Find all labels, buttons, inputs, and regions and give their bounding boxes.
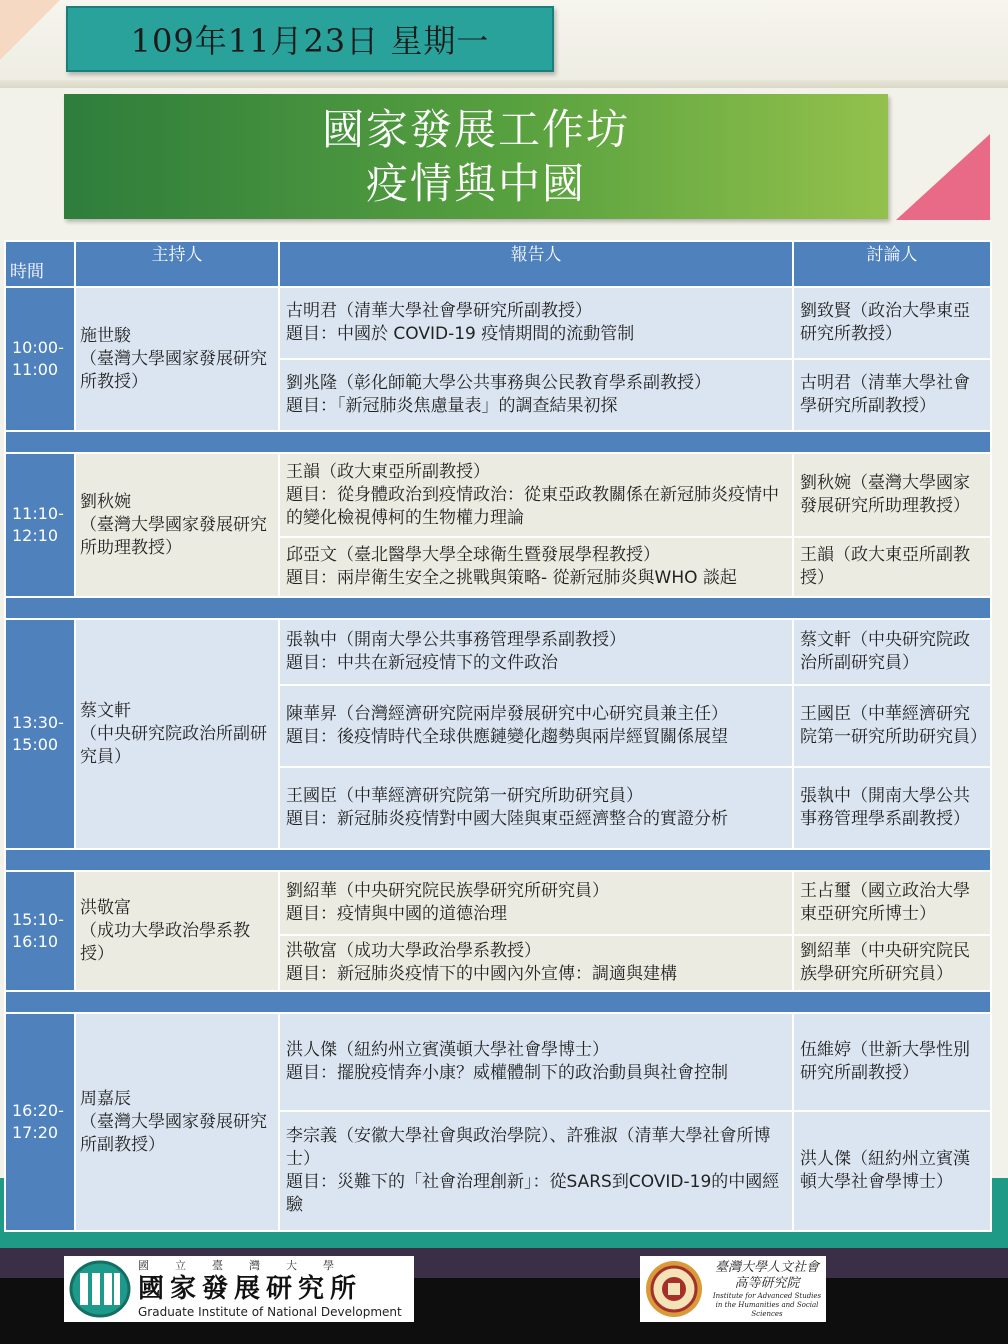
ias-logo-cn-line2: 高等研究院: [734, 1275, 800, 1291]
talk-reporter: 洪人傑（紐約州立賓漢頓大學社會學博士） 題目：擺脫疫情奔小康？威權體制下的政治動員與社會控制: [279, 1013, 793, 1111]
talk-discussant: 劉致賢（政治大學東亞研究所教授）: [793, 287, 991, 359]
session-host: 蔡文軒 （中央研究院政治所副研究員）: [75, 619, 279, 849]
ias-logo: [640, 1256, 826, 1322]
session-time: 10:00- 11:00: [5, 287, 75, 431]
event-date: 109年11月23日 星期一: [130, 22, 490, 60]
talk-reporter: 王國臣（中華經濟研究院第一研究所助研究員） 題目：新冠肺炎疫情對中國大陸與東亞經濟整合的實證分析: [279, 767, 793, 849]
ngi-logo-top-text: 國立臺灣大學: [138, 1259, 360, 1272]
talk-reporter: 張執中（開南大學公共事務管理學系副教授） 題目：中共在新冠疫情下的文件政治: [279, 619, 793, 685]
session-time: 13:30- 15:00: [5, 619, 75, 849]
session-separator: [5, 431, 991, 453]
talk-reporter: 古明君（清華大學社會學研究所副教授） 題目：中國於 COVID-19 疫情期間的流動管制: [279, 287, 793, 359]
header-discussant: 討論人: [793, 241, 991, 287]
talk-reporter: 劉兆隆（彰化師範大學公共事務與公民教育學系副教授） 題目：「新冠肺炎焦慮量表」的調查結果初探: [279, 359, 793, 431]
talk-discussant: 王韻（政大東亞所副教授）: [793, 537, 991, 597]
session-time: 15:10- 16:10: [5, 871, 75, 991]
session-host: 洪敬富 （成功大學政治學系教授）: [75, 871, 279, 991]
ias-logo-en-line2: in the Humanities and Social Sciences: [715, 1300, 819, 1318]
talk-reporter: 陳華昇（台灣經濟研究院兩岸發展研究中心研究員兼主任） 題目：後疫情時代全球供應鏈變化趨勢與兩岸經貿關係展望: [279, 685, 793, 767]
session-separator: [5, 849, 991, 871]
talk-discussant: 張執中（開南大學公共事務管理學系副教授）: [793, 767, 991, 849]
talk-discussant: 洪人傑（紐約州立賓漢頓大學社會學博士）: [793, 1111, 991, 1231]
talk-discussant: 劉紹華（中央研究院民族學研究所研究員）: [793, 935, 991, 991]
table-row: [5, 287, 991, 359]
ias-seal-icon: [644, 1259, 704, 1319]
session-host: 周嘉辰 （臺灣大學國家發展研究所副教授）: [75, 1013, 279, 1231]
ngi-logo: [64, 1256, 414, 1322]
talk-reporter: 洪敬富（成功大學政治學系教授） 題目：新冠肺炎疫情下的中國內外宣傳：調適與建構: [279, 935, 793, 991]
ngi-emblem-icon: [68, 1259, 132, 1319]
session-time: 11:10- 12:10: [5, 453, 75, 597]
talk-reporter: 王韻（政大東亞所副教授） 題目：從身體政治到疫情政治：從東亞政教關係在新冠肺炎疫情中的變化檢視傅柯的生物權力理論: [279, 453, 793, 537]
table-row: [5, 871, 991, 935]
pink-triangle-decoration: [896, 134, 990, 220]
talk-discussant: 蔡文軒（中央研究院政治所副研究員）: [793, 619, 991, 685]
top-divider-line: [0, 80, 1008, 88]
talk-reporter: 李宗義（安徽大學社會與政治學院）、許雅淑（清華大學社會所博士） 題目：災難下的「社會治理創新」：從SARS到COVID-19的中國經驗: [279, 1111, 793, 1231]
session-separator: [5, 597, 991, 619]
table-header-row: [5, 241, 991, 287]
ias-logo-en-line1: Institute for Advanced Studies: [712, 1291, 822, 1300]
session-separator: [5, 991, 991, 1013]
talk-discussant: 王占璽（國立政治大學東亞研究所博士）: [793, 871, 991, 935]
talk-reporter: 劉紹華（中央研究院民族學研究所研究員） 題目：疫情與中國的道德治理: [279, 871, 793, 935]
title-banner: [64, 94, 888, 219]
event-title: 國家發展工作坊: [321, 104, 630, 154]
session-time: 16:20- 17:20: [5, 1013, 75, 1231]
talk-reporter: 邱亞文（臺北醫學大學全球衛生暨發展學程教授） 題目：兩岸衛生安全之挑戰與策略- 從新冠肺炎與WHO 談起: [279, 537, 793, 597]
corner-triangle-decoration: [0, 0, 60, 60]
header-reporter: 報告人: [279, 241, 793, 287]
session-host: 劉秋婉 （臺灣大學國家發展研究所助理教授）: [75, 453, 279, 597]
event-subtitle: 疫情與中國: [365, 158, 586, 208]
talk-discussant: 王國臣（中華經濟研究院第一研究所助研究員）: [793, 685, 991, 767]
talk-discussant: 劉秋婉（臺灣大學國家發展研究所助理教授）: [793, 453, 991, 537]
date-banner: [66, 6, 554, 72]
header-host: 主持人: [75, 241, 279, 287]
header-time: 時間: [5, 241, 75, 287]
schedule-table: [4, 240, 992, 1232]
table-row: [5, 619, 991, 685]
talk-discussant: 古明君（清華大學社會學研究所副教授）: [793, 359, 991, 431]
talk-discussant: 伍維婷（世新大學性別研究所副教授）: [793, 1013, 991, 1111]
ias-logo-cn-line1: 臺灣大學人文社會: [714, 1259, 819, 1275]
ngi-logo-english-text: Graduate Institute of National Development: [138, 1305, 402, 1319]
table-row: [5, 1013, 991, 1111]
session-host: 施世駿 （臺灣大學國家發展研究所教授）: [75, 287, 279, 431]
table-row: [5, 453, 991, 537]
ngi-logo-main-text: 國家發展研究所: [138, 1274, 363, 1304]
